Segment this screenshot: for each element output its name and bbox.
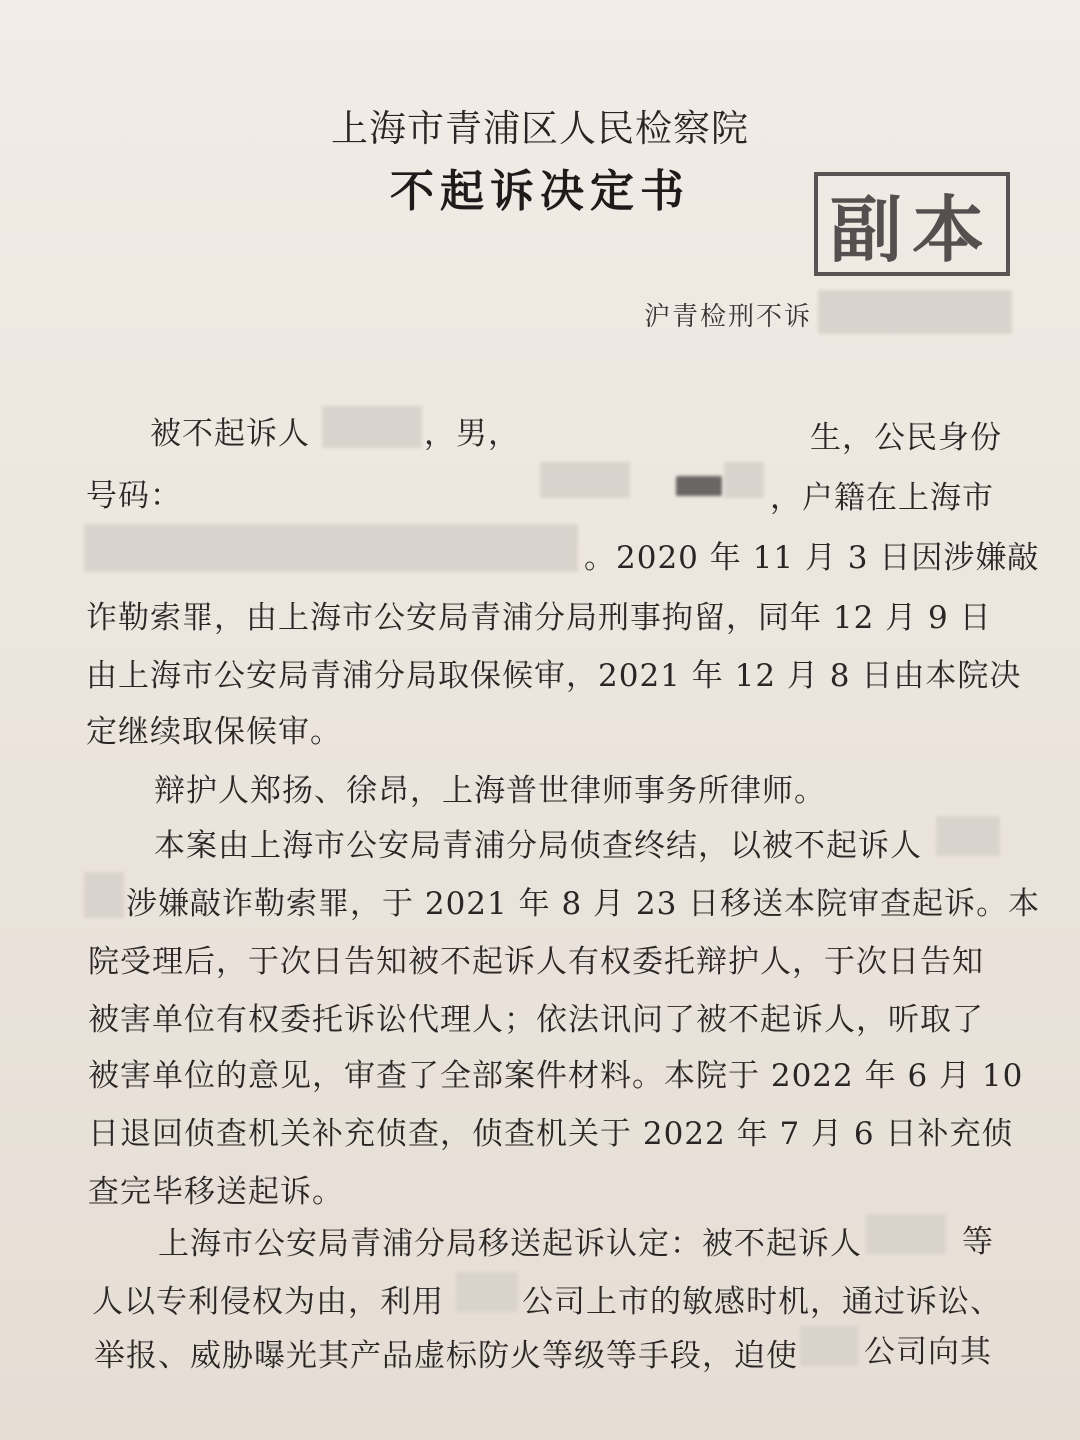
redacted-name-2 [936, 816, 1000, 856]
p3-text-d: 被害单位有权委托诉讼代理人；依法讯问了被不起诉人，听取了 [88, 1002, 984, 1038]
redacted-company-2 [800, 1326, 858, 1366]
p3-text-g: 查完毕移送起诉。 [88, 1174, 344, 1210]
p1-text-a: 被不起诉人 [150, 416, 310, 452]
p1-text-f: 。2020 年 11 月 3 日因涉嫌敲 [584, 540, 1040, 576]
document-title: 不起诉决定书 [390, 166, 690, 217]
redacted-company-1 [456, 1272, 518, 1312]
p2-text: 辩护人郑扬、徐昂，上海普世律师事务所律师。 [154, 773, 826, 809]
p3-text-c: 院受理后，于次日告知被不起诉人有权委托辩护人，于次日告知 [88, 944, 984, 980]
p3-text-b: 涉嫌敲诈勒索罪，于 2021 年 8 月 23 日移送本院审查起诉。本 [126, 886, 1041, 922]
p1-text-i: 定继续取保候审。 [86, 714, 342, 750]
p4-text-a: 上海市公安局青浦分局移送起诉认定：被不起诉人 [158, 1226, 862, 1262]
redacted-address [84, 524, 578, 572]
document-number-prefix: 沪青检刑不诉 [644, 302, 813, 332]
redacted-name-4 [866, 1214, 946, 1254]
redacted-id-number-1 [540, 462, 630, 498]
p1-text-b: ，男， [424, 416, 520, 452]
p1-text-e: ，户籍在上海市 [770, 480, 994, 516]
p4-text-b: 等 [962, 1224, 994, 1260]
p4-text-d: 公司上市的敏感时机，通过诉讼、 [522, 1284, 1002, 1320]
duplicate-stamp: 副本 [814, 172, 1010, 276]
redacted-id-number-3 [724, 462, 764, 498]
redacted-name [322, 406, 422, 448]
redacted-document-number [818, 290, 1012, 334]
redacted-name-3 [84, 872, 124, 918]
p4-text-c: 人以专利侵权为由，利用 [92, 1284, 444, 1320]
p3-text-a: 本案由上海市公安局青浦分局侦查终结，以被不起诉人 [154, 828, 922, 864]
p4-text-f: 公司向其 [864, 1334, 992, 1370]
p3-text-f: 日退回侦查机关补充侦查，侦查机关于 2022 年 7 月 6 日补充侦 [88, 1116, 1014, 1152]
p1-text-d: 号码： [86, 478, 182, 514]
organization-name: 上海市青浦区人民检察院 [331, 107, 749, 150]
p1-text-c: 生，公民身份 [810, 420, 1002, 456]
p3-text-e: 被害单位的意见，审查了全部案件材料。本院于 2022 年 6 月 10 [88, 1058, 1024, 1094]
p4-text-e: 举报、威胁曝光其产品虚标防火等级等手段，迫使 [94, 1338, 798, 1374]
p1-text-g: 诈勒索罪，由上海市公安局青浦分局刑事拘留，同年 12 月 9 日 [86, 600, 992, 636]
redacted-id-number-2 [676, 476, 722, 496]
p1-text-h: 由上海市公安局青浦分局取保候审，2021 年 12 月 8 日由本院决 [86, 658, 1022, 694]
